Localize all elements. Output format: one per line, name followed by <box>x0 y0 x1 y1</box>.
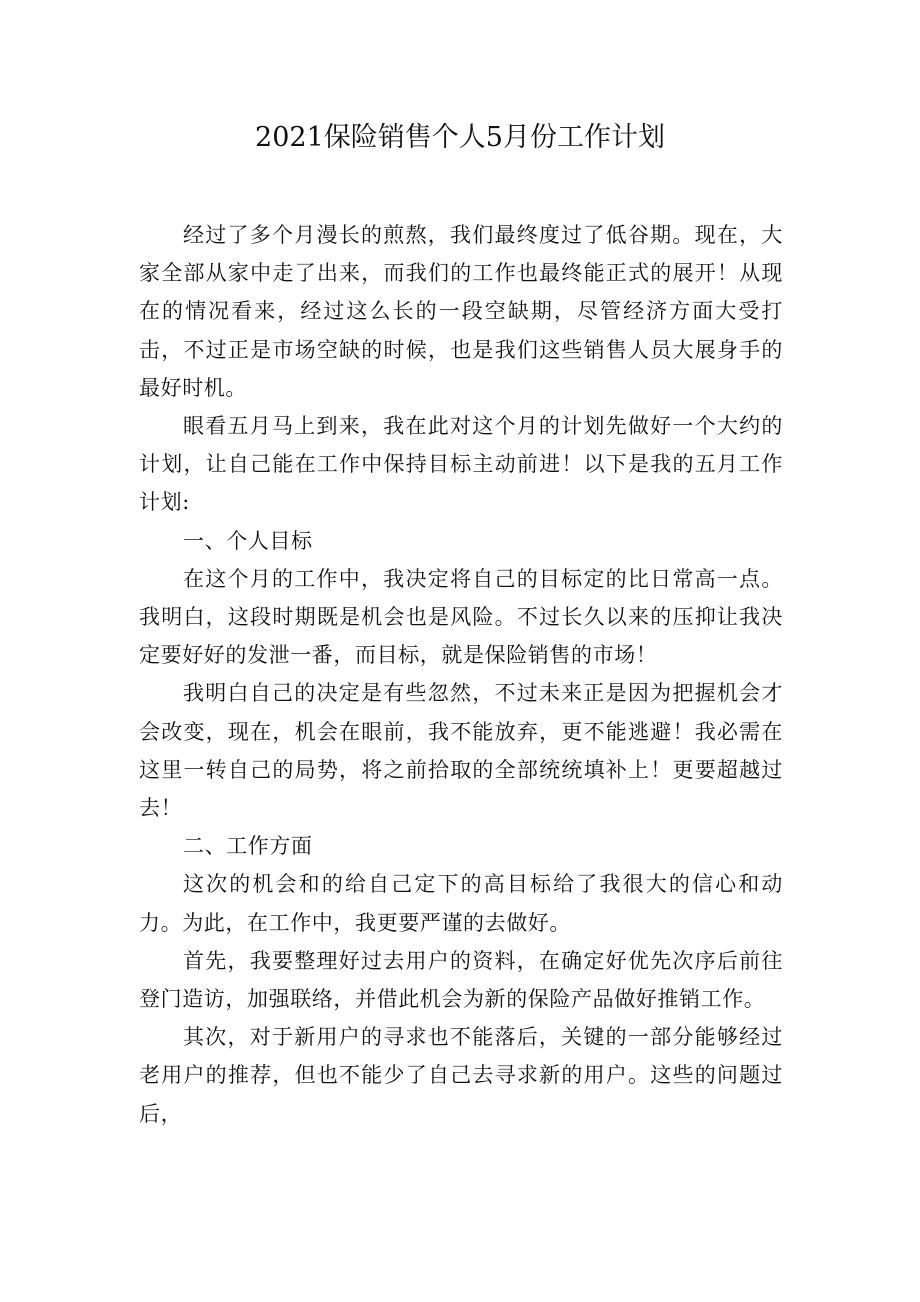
paragraph-decision: 我明白自己的决定是有些忽然，不过未来正是因为把握机会才会改变，现在，机会在眼前，我不能放弃，更不能逃避！我必需在这里一转自己的局势，将之前拾取的全部统统填补上！更要超越过去！ <box>139 681 783 821</box>
paragraph-personal-goals: 在这个月的工作中，我决定将自己的目标定的比日常高一点。我明白，这段时期既是机会也是风险。不过长久以来的压抑让我决定要好好的发泄一番，而目标，就是保险销售的市场！ <box>139 566 783 668</box>
paragraph-intro: 经过了多个月漫长的煎熬，我们最终度过了低谷期。现在，大家全部从家中走了出来，而我们的工作也最终能正式的展开！从现在的情况看来，经过这么长的一段空缺期，尽管经济方面大受打击，不过正是市场空缺的时候，也是我们这些销售人员大展身手的最好时机。 <box>139 223 783 400</box>
document-body <box>139 216 783 1133</box>
document-title: 2021保险销售个人5月份工作计划 <box>255 122 665 153</box>
section-heading-work: 二、工作方面 <box>183 834 313 859</box>
section-heading-personal-goals: 一、个人目标 <box>183 528 313 553</box>
paragraph-confidence: 这次的机会和的给自己定下的高目标给了我很大的信心和动力。为此，在工作中，我更要严谨的去做好。 <box>139 872 783 935</box>
paragraph-first: 首先，我要整理好过去用户的资料，在确定好优先次序后前往登门造访，加强联络，并借此机会为新的保险产品做好推销工作。 <box>139 948 783 1012</box>
paragraph-plan-intro: 眼看五月马上到来，我在此对这个月的计划先做好一个大约的计划，让自己能在工作中保持目标主动前进！以下是我的五月工作计划: <box>139 414 783 515</box>
paragraph-second: 其次，对于新用户的寻求也不能落后，关键的一部分能够经过老用户的推荐，但也不能少了自己去寻求新的用户。这些的问题过后， <box>139 1025 783 1126</box>
